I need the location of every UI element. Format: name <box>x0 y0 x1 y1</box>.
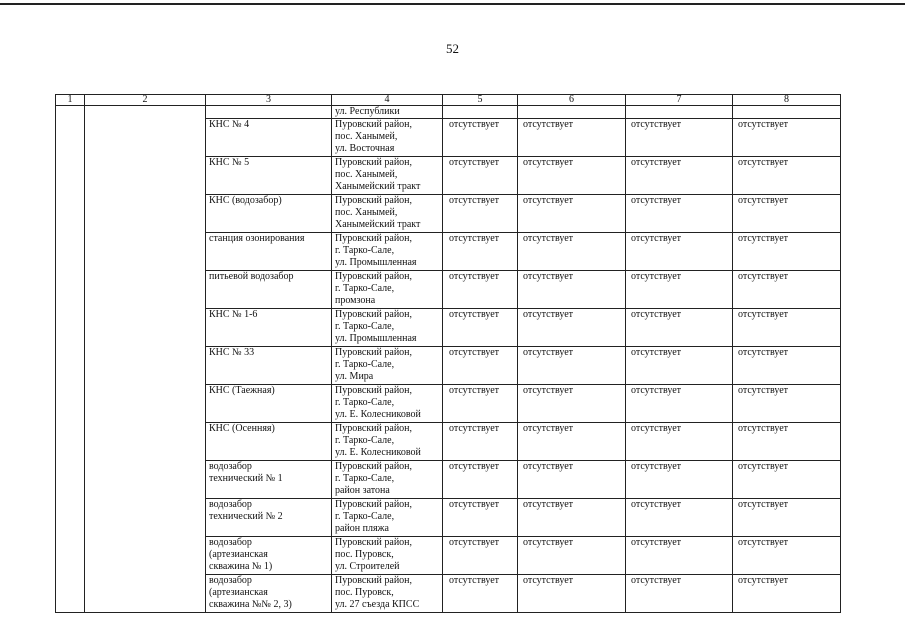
address-cell-line: Пуровский район, <box>335 309 413 320</box>
object-name-cell-line: (артезианская <box>209 587 268 598</box>
status-cell-7: отсутствует <box>626 423 733 461</box>
object-name-cell-line: КНС (Осенняя) <box>209 423 275 434</box>
status-cell-6: отсутствует <box>518 347 626 385</box>
status-cell-6: отсутствует <box>518 271 626 309</box>
address-cell-line: Пуровский район, <box>335 195 413 206</box>
address-cell <box>332 461 443 499</box>
object-name-cell <box>206 575 332 613</box>
status-cell-6: отсутствует <box>518 309 626 347</box>
address-cell-line: ул. Промышленная <box>335 257 417 268</box>
address-cell-line: пос. Ханымей, <box>335 169 398 180</box>
status-cell-8: отсутствует <box>733 119 841 157</box>
object-name-cell-line: водозабор <box>209 537 252 548</box>
status-cell-8: отсутствует <box>733 385 841 423</box>
status-cell-6: отсутствует <box>518 423 626 461</box>
address-cell-line: ул. 27 съезда КПСС <box>335 599 420 610</box>
address-cell-line: район пляжа <box>335 523 389 534</box>
address-cell-line: пос. Пуровск, <box>335 587 394 598</box>
address-cell-line: г. Тарко-Сале, <box>335 359 395 370</box>
address-cell-line: пос. Ханымей, <box>335 207 398 218</box>
address-cell-line: ул. Мира <box>335 371 374 382</box>
object-name-cell-line: КНС № 5 <box>209 157 250 168</box>
header-cell: 3 <box>206 95 332 106</box>
status-cell-5 <box>443 106 518 119</box>
address-cell-line: пос. Ханымей, <box>335 131 398 142</box>
header-cell: 8 <box>733 95 841 106</box>
object-name-cell <box>206 499 332 537</box>
address-cell <box>332 537 443 575</box>
status-cell-5: отсутствует <box>443 499 518 537</box>
col2-merged-cell <box>85 106 206 613</box>
address-cell-line: Пуровский район, <box>335 537 413 548</box>
status-cell-7: отсутствует <box>626 157 733 195</box>
status-cell-6 <box>518 106 626 119</box>
status-cell-5: отсутствует <box>443 195 518 233</box>
table-header-row <box>56 95 841 106</box>
status-cell-8: отсутствует <box>733 347 841 385</box>
status-cell-6: отсутствует <box>518 461 626 499</box>
status-cell-8: отсутствует <box>733 157 841 195</box>
object-name-cell-line: питьевой водозабор <box>209 271 294 282</box>
address-cell-line: Пуровский район, <box>335 347 413 358</box>
status-cell-8: отсутствует <box>733 537 841 575</box>
status-cell-6: отсутствует <box>518 157 626 195</box>
status-cell-7 <box>626 106 733 119</box>
address-cell <box>332 233 443 271</box>
data-table <box>55 94 841 613</box>
status-cell-7: отсутствует <box>626 271 733 309</box>
status-cell-8: отсутствует <box>733 499 841 537</box>
object-name-cell <box>206 385 332 423</box>
status-cell-5: отсутствует <box>443 423 518 461</box>
address-cell <box>332 347 443 385</box>
address-cell <box>332 309 443 347</box>
status-cell-8: отсутствует <box>733 461 841 499</box>
object-name-cell-line: (артезианская <box>209 549 268 560</box>
address-cell <box>332 119 443 157</box>
top-border-rule <box>0 3 905 5</box>
object-name-cell-line: водозабор <box>209 575 252 586</box>
address-cell-line: ул. Е. Колесниковой <box>335 447 421 458</box>
object-name-cell-line: технический № 2 <box>209 511 283 522</box>
address-cell-line: ул. Е. Колесниковой <box>335 409 421 420</box>
status-cell-5: отсутствует <box>443 157 518 195</box>
status-cell-5: отсутствует <box>443 271 518 309</box>
address-cell-line: пос. Пуровск, <box>335 549 394 560</box>
address-cell-line: Пуровский район, <box>335 385 413 396</box>
status-cell-7: отсутствует <box>626 233 733 271</box>
status-cell-8: отсутствует <box>733 309 841 347</box>
header-cell: 7 <box>626 95 733 106</box>
object-name-cell-line: скважина № 1) <box>209 561 273 572</box>
object-name-cell-line: станция озонирования <box>209 233 305 244</box>
address-cell-line: Пуровский район, <box>335 157 413 168</box>
address-cell-line: Пуровский район, <box>335 233 413 244</box>
address-cell <box>332 195 443 233</box>
object-name-cell <box>206 119 332 157</box>
object-name-cell-line: КНС № 4 <box>209 119 250 130</box>
address-cell-line: г. Тарко-Сале, <box>335 245 395 256</box>
address-cell-line: г. Тарко-Сале, <box>335 397 395 408</box>
address-cell-line: промзона <box>335 295 376 306</box>
status-cell-5: отсутствует <box>443 233 518 271</box>
status-cell-6: отсутствует <box>518 385 626 423</box>
page-number: 52 <box>446 41 459 56</box>
status-cell-6: отсутствует <box>518 233 626 271</box>
status-cell-8: отсутствует <box>733 233 841 271</box>
object-name-cell-line: скважина №№ 2, 3) <box>209 599 292 610</box>
object-name-cell <box>206 347 332 385</box>
status-cell-7: отсутствует <box>626 499 733 537</box>
status-cell-6: отсутствует <box>518 195 626 233</box>
status-cell-8 <box>733 106 841 119</box>
status-cell-7: отсутствует <box>626 309 733 347</box>
address-cell <box>332 157 443 195</box>
address-cell-line: ул. Республики <box>335 106 400 117</box>
address-cell-line: Пуровский район, <box>335 461 413 472</box>
object-name-cell-line: водозабор <box>209 499 252 510</box>
object-name-cell-line: КНС (Таежная) <box>209 385 275 396</box>
status-cell-8: отсутствует <box>733 423 841 461</box>
address-cell-line: Ханымейский тракт <box>335 219 421 230</box>
address-cell-line: Пуровский район, <box>335 575 413 586</box>
address-cell <box>332 499 443 537</box>
object-name-cell <box>206 461 332 499</box>
address-cell-line: г. Тарко-Сале, <box>335 435 395 446</box>
address-cell-line: г. Тарко-Сале, <box>335 511 395 522</box>
address-cell <box>332 106 443 119</box>
status-cell-6: отсутствует <box>518 537 626 575</box>
object-name-cell <box>206 106 332 119</box>
status-cell-8: отсутствует <box>733 575 841 613</box>
status-cell-5: отсутствует <box>443 347 518 385</box>
object-name-cell-line: КНС № 1-6 <box>209 309 258 320</box>
status-cell-7: отсутствует <box>626 461 733 499</box>
object-name-cell-line: КНС (водозабор) <box>209 195 282 206</box>
address-cell-line: ул. Промышленная <box>335 333 417 344</box>
address-cell-line: Ханымейский тракт <box>335 181 421 192</box>
status-cell-5: отсутствует <box>443 119 518 157</box>
header-cell: 2 <box>85 95 206 106</box>
address-cell-line: ул. Строителей <box>335 561 400 572</box>
object-name-cell <box>206 233 332 271</box>
address-cell-line: Пуровский район, <box>335 499 413 510</box>
status-cell-5: отсутствует <box>443 537 518 575</box>
status-cell-8: отсутствует <box>733 195 841 233</box>
object-name-cell-line: технический № 1 <box>209 473 283 484</box>
status-cell-6: отсутствует <box>518 119 626 157</box>
address-cell-line: г. Тарко-Сале, <box>335 473 395 484</box>
object-name-cell <box>206 195 332 233</box>
object-name-cell <box>206 423 332 461</box>
status-cell-5: отсутствует <box>443 309 518 347</box>
address-cell-line: Пуровский район, <box>335 119 413 130</box>
object-name-cell <box>206 271 332 309</box>
table-row <box>56 106 841 119</box>
col1-merged-cell <box>56 106 85 613</box>
header-cell: 5 <box>443 95 518 106</box>
status-cell-6: отсутствует <box>518 575 626 613</box>
object-name-cell-line: КНС № 33 <box>209 347 255 358</box>
address-cell <box>332 271 443 309</box>
address-cell <box>332 423 443 461</box>
object-name-cell <box>206 157 332 195</box>
address-cell-line: ул. Восточная <box>335 143 395 154</box>
status-cell-7: отсутствует <box>626 537 733 575</box>
status-cell-7: отсутствует <box>626 119 733 157</box>
address-cell-line: г. Тарко-Сале, <box>335 321 395 332</box>
status-cell-7: отсутствует <box>626 347 733 385</box>
object-name-cell <box>206 537 332 575</box>
address-cell <box>332 385 443 423</box>
object-name-cell <box>206 309 332 347</box>
status-cell-5: отсутствует <box>443 461 518 499</box>
status-cell-7: отсутствует <box>626 385 733 423</box>
header-cell: 1 <box>56 95 85 106</box>
header-cell: 6 <box>518 95 626 106</box>
object-name-cell-line: водозабор <box>209 461 252 472</box>
address-cell-line: г. Тарко-Сале, <box>335 283 395 294</box>
status-cell-6: отсутствует <box>518 499 626 537</box>
header-cell: 4 <box>332 95 443 106</box>
status-cell-7: отсутствует <box>626 195 733 233</box>
status-cell-7: отсутствует <box>626 575 733 613</box>
address-cell-line: Пуровский район, <box>335 271 413 282</box>
address-cell-line: Пуровский район, <box>335 423 413 434</box>
status-cell-5: отсутствует <box>443 575 518 613</box>
status-cell-5: отсутствует <box>443 385 518 423</box>
address-cell <box>332 575 443 613</box>
address-cell-line: район затона <box>335 485 390 496</box>
status-cell-8: отсутствует <box>733 271 841 309</box>
